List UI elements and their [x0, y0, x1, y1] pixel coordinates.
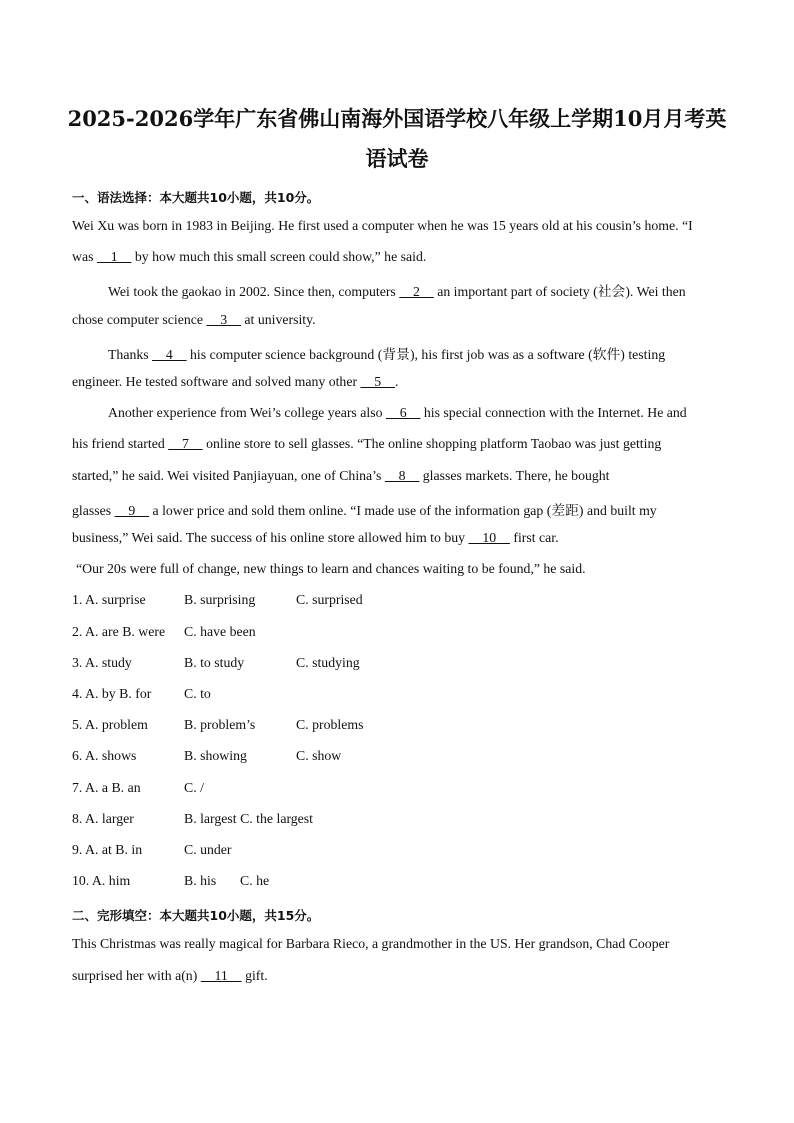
- question-option-a[interactable]: 3. A. study: [72, 655, 132, 670]
- question-option-a[interactable]: 1. A. surprise: [72, 592, 146, 607]
- question-option-c[interactable]: C. /: [184, 780, 204, 795]
- passage-text: was: [72, 249, 97, 264]
- answer-blank[interactable]: 7: [168, 436, 203, 451]
- question-option-c[interactable]: C. surprised: [296, 592, 363, 607]
- passage-text: Thanks: [108, 347, 153, 362]
- passage-text: business,” Wei said. The success of his online store allowed him to buy: [72, 530, 469, 545]
- passage-text: .: [395, 374, 399, 389]
- question-option-b[interactable]: B. his: [184, 873, 217, 888]
- question-option-c[interactable]: C. show: [296, 748, 342, 763]
- passage-line: [72, 499, 657, 519]
- answer-blank[interactable]: 9: [114, 503, 150, 518]
- passage-text: glasses: [72, 503, 115, 518]
- passage-line: [72, 436, 661, 452]
- passage-text: glasses markets. There, he bought: [419, 468, 610, 483]
- section1-heading: 一、语法选择：本大题共10小题，共10分。: [72, 190, 320, 205]
- answer-blank[interactable]: 11: [200, 968, 242, 983]
- passage-text: engineer. He tested software and solved many other: [72, 374, 361, 389]
- question-option-a[interactable]: 4. A. by B. for: [72, 686, 152, 701]
- passage-line: [108, 405, 687, 421]
- passage-line: [72, 218, 693, 234]
- answer-blank[interactable]: 3: [206, 312, 241, 327]
- exam-title-line2: 语试卷: [365, 146, 429, 171]
- passage-line: [72, 468, 610, 484]
- question-option-b[interactable]: B. surprising: [184, 592, 256, 607]
- passage-text: Wei took the gaokao in 2002. Since then, computers: [108, 284, 400, 299]
- passage-text: gift.: [241, 968, 268, 983]
- passage-line: [72, 312, 316, 328]
- passage-line: [72, 249, 426, 265]
- passage-text: first car.: [509, 530, 559, 545]
- passage-text: Another experience from Wei’s college years also: [108, 405, 386, 420]
- question-option-b[interactable]: B. to study: [184, 655, 245, 670]
- passage-text: Wei Xu was born in 1983 in Beijing. He first used a computer when he was 15 years old at his cousin’s home. “I: [72, 218, 693, 233]
- passage-text: a lower price and sold them online. “I made use of the information gap (差距) and built my: [149, 503, 657, 518]
- passage-line: [72, 374, 398, 390]
- question-option-c[interactable]: C. studying: [296, 655, 360, 670]
- question-option-a[interactable]: 9. A. at B. in: [72, 842, 143, 857]
- passage-text: his computer science background (背景), his first job was as a software (软件) testing: [186, 347, 666, 362]
- question-option-b[interactable]: B. showing: [184, 748, 247, 763]
- question-option-c[interactable]: C. under: [184, 842, 232, 857]
- question-option-a[interactable]: 2. A. are B. were: [72, 624, 166, 639]
- answer-blank[interactable]: 5: [360, 374, 395, 389]
- passage-line: [108, 280, 686, 300]
- passage-text: This Christmas was really magical for Barbara Rieco, a grandmother in the US. Her grandson, Chad Cooper: [72, 936, 670, 951]
- answer-blank[interactable]: 4: [152, 347, 187, 362]
- answer-blank[interactable]: 2: [399, 284, 434, 299]
- exam-title-line1: 2025-2026学年广东省佛山南海外国语学校八年级上学期10月月考英: [67, 106, 727, 131]
- answer-blank[interactable]: 1: [96, 249, 132, 264]
- passage-line: [72, 530, 559, 546]
- answer-blank[interactable]: 8: [384, 468, 420, 483]
- passage-text: “Our 20s were full of change, new things to learn and chances waiting to be found,” he said.: [76, 561, 586, 576]
- question-option-c[interactable]: C. to: [184, 686, 211, 701]
- question-option-a[interactable]: 7. A. a B. an: [72, 780, 141, 795]
- passage-line: [72, 936, 669, 952]
- passage-text: online store to sell glasses. “The online shopping platform Taobao was just getting: [202, 436, 662, 451]
- passage-text: his friend started: [72, 436, 169, 451]
- question-option-c[interactable]: C. he: [240, 873, 270, 888]
- question-option-c[interactable]: C. problems: [296, 717, 364, 732]
- passage-line: [108, 343, 665, 363]
- section2-heading: 二、完形填空：本大题共10小题，共15分。: [72, 908, 320, 923]
- question-option-b[interactable]: B. largest C. the largest: [184, 811, 314, 826]
- passage-text: surprised her with a(n): [72, 968, 201, 983]
- answer-blank[interactable]: 10: [468, 530, 510, 545]
- question-option-c[interactable]: C. have been: [184, 624, 256, 639]
- passage-text: an important part of society (社会). Wei then: [433, 284, 686, 299]
- question-option-a[interactable]: 10. A. him: [72, 873, 131, 888]
- passage-line: [76, 561, 586, 577]
- question-option-a[interactable]: 5. A. problem: [72, 717, 148, 732]
- answer-blank[interactable]: 6: [385, 405, 421, 420]
- passage-text: his special connection with the Internet. He and: [420, 405, 687, 420]
- question-option-a[interactable]: 8. A. larger: [72, 811, 134, 826]
- passage-text: chose computer science: [72, 312, 207, 327]
- passage-text: by how much this small screen could show,” he said.: [131, 249, 427, 264]
- passage-text: at university.: [240, 312, 316, 327]
- passage-text: started,” he said. Wei visited Panjiayuan, one of China’s: [72, 468, 385, 483]
- question-option-b[interactable]: B. problem’s: [184, 717, 256, 732]
- passage-line: [72, 968, 268, 984]
- question-option-a[interactable]: 6. A. shows: [72, 748, 137, 763]
